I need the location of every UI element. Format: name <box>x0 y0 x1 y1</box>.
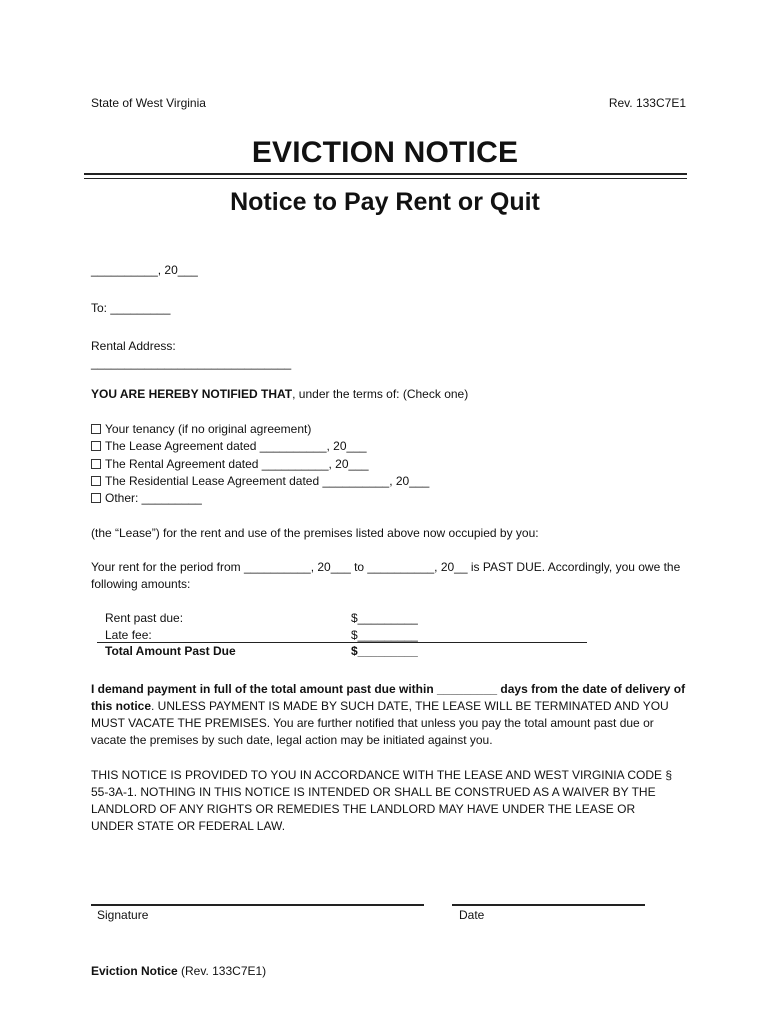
title-rule-thin <box>84 178 687 179</box>
legal-paragraph: THIS NOTICE IS PROVIDED TO YOU IN ACCORDANCE WITH THE LEASE AND WEST VIRGINIA CODE § 55-3A-1. NOTHING IN THIS NOTICE IS INTENDED OR SHALL BE CONSTRUED AS A WAIVER BY THE LANDLORD OF ANY RIGHTS OR REMEDIES THE LANDLORD MAY HAVE UNDER THE LEASE OR UNDER STATE OR FEDERAL LAW. <box>91 768 672 833</box>
option-tenancy <box>91 421 311 438</box>
amount-label-late-fee: Late fee: <box>105 628 152 642</box>
demand-rest: . UNLESS PAYMENT IS MADE BY SUCH DATE, THE LEASE WILL BE TERMINATED AND YOU MUST VACATE THE PREMISES. You are further notified that unless you pay the total amount past due or vacate the premises by such date, legal action may be initiated against you. <box>91 699 669 747</box>
notified-line <box>91 386 468 403</box>
footer <box>91 964 266 978</box>
amount-value-rent: $_________ <box>351 611 418 625</box>
option-label: Your tenancy (if no original agreement) <box>105 422 312 436</box>
checkbox[interactable] <box>91 441 101 451</box>
lease-line: (the “Lease”) for the rent and use of the premises listed above now occupied by you: <box>91 526 539 540</box>
date-label: Date <box>459 908 485 922</box>
checkbox[interactable] <box>91 493 101 503</box>
option-residential-lease <box>91 473 429 490</box>
option-lease-agreement <box>91 438 367 455</box>
title-rule-thick <box>84 173 687 175</box>
option-other <box>91 490 202 507</box>
amounts-rule <box>97 642 587 643</box>
document-title: EVICTION NOTICE <box>251 136 519 169</box>
checkbox[interactable] <box>91 459 101 469</box>
date-line: __________, 20___ <box>91 263 198 277</box>
option-label: The Residential Lease Agreement dated __________, 20___ <box>105 474 430 488</box>
amount-value-total: $_________ <box>351 644 418 658</box>
rental-address-label: Rental Address: <box>91 339 176 353</box>
footer-title: Eviction Notice <box>91 964 178 978</box>
amount-label-total: Total Amount Past Due <box>105 644 236 658</box>
signature-label: Signature <box>97 908 149 922</box>
notified-bold: YOU ARE HEREBY NOTIFIED THAT <box>91 387 293 401</box>
state-label: State of West Virginia <box>91 96 206 110</box>
date-signature-line <box>452 904 645 906</box>
rental-address-blank: ______________________________ <box>91 356 292 370</box>
checkbox[interactable] <box>91 424 101 434</box>
demand-bold: I demand payment in full of the total amount past due within _________ days from the date of delivery of this notice <box>91 682 686 713</box>
option-label: The Lease Agreement dated __________, 20___ <box>105 439 367 453</box>
revision-label: Rev. 133C7E1 <box>608 96 686 110</box>
notified-rest: , under the terms of: (Check one) <box>292 387 469 401</box>
amount-value-late-fee: $_________ <box>351 628 418 642</box>
option-label: The Rental Agreement dated __________, 20___ <box>105 457 369 471</box>
footer-rev: (Rev. 133C7E1) <box>177 964 267 978</box>
rent-period-paragraph: Your rent for the period from __________, 20___ to __________, 20__ is PAST DUE. Accordingly, you owe the following amounts: <box>91 560 681 591</box>
signature-line <box>91 904 424 906</box>
document-subtitle: Notice to Pay Rent or Quit <box>230 188 540 216</box>
amount-label-rent: Rent past due: <box>105 611 184 625</box>
option-label: Other: _________ <box>105 491 202 505</box>
checkbox[interactable] <box>91 476 101 486</box>
to-line: To: _________ <box>91 301 171 315</box>
option-rental-agreement <box>91 456 369 473</box>
demand-paragraph <box>91 681 691 749</box>
